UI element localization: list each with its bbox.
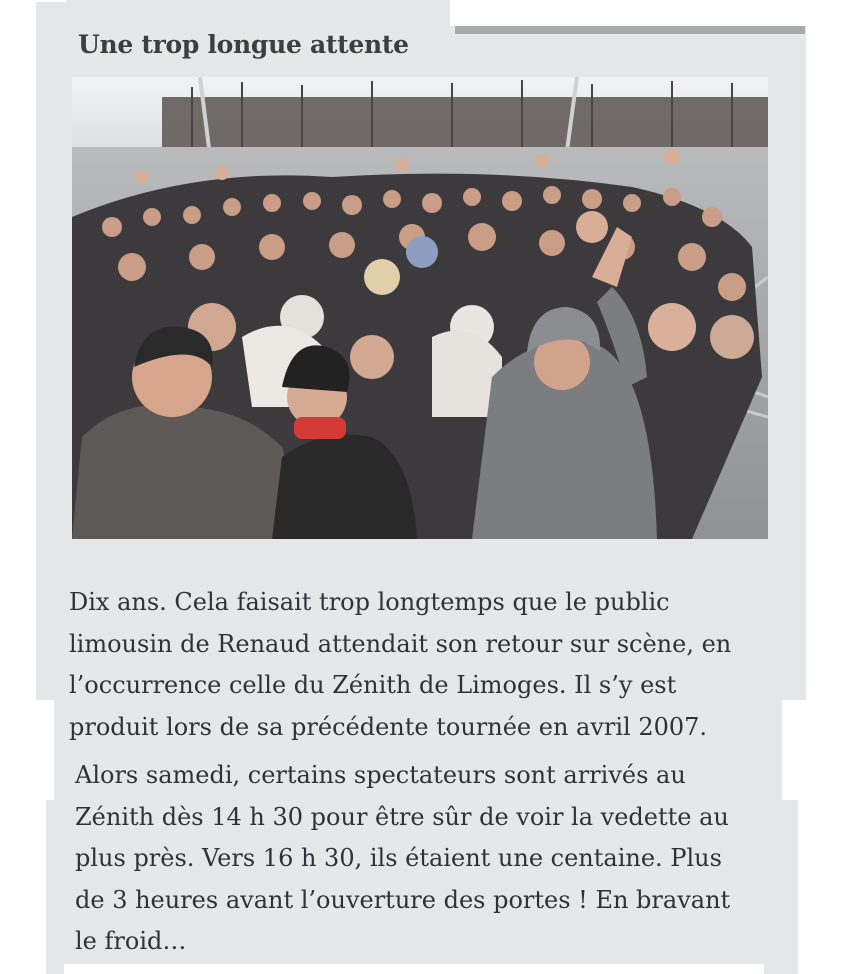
paragraph-1-line-4: produit lors de sa précédente tournée en avril 2007.: [69, 712, 708, 741]
paragraph-2-line-2: Zénith dès 14 h 30 pour être sûr de voir la vedette au: [75, 802, 729, 831]
paragraph-2: [75, 755, 730, 963]
top-gap: [450, 0, 806, 26]
paragraph-1-line-3: l’occurrence celle du Zénith de Limoges. Il s’y est: [69, 671, 677, 699]
paragraph-2-line-3: plus près. Vers 16 h 30, ils étaient une centaine. Plus: [75, 844, 722, 872]
paragraph-2-line-5: le froid…: [75, 927, 187, 955]
article-photo: [72, 77, 768, 539]
paragraph-1-line-1: Dix ans. Cela faisait trop longtemps que le public: [69, 588, 670, 616]
paragraph-1: [69, 582, 731, 748]
paragraph-1-line-2: limousin de Renaud attendait son retour sur scène, en: [69, 629, 732, 658]
paragraph-2-line-1: Alors samedi, certains spectateurs sont arrivés au: [75, 761, 686, 789]
paragraph-2-line-4: de 3 heures avant l’ouverture des portes ! En bravant: [75, 885, 731, 914]
crowd-photo: [72, 77, 768, 539]
top-left-gap: [36, 0, 66, 2]
bottom-gap: [64, 964, 764, 974]
article-title: Une trop longue attente: [78, 30, 409, 59]
header-rule: [455, 26, 805, 34]
